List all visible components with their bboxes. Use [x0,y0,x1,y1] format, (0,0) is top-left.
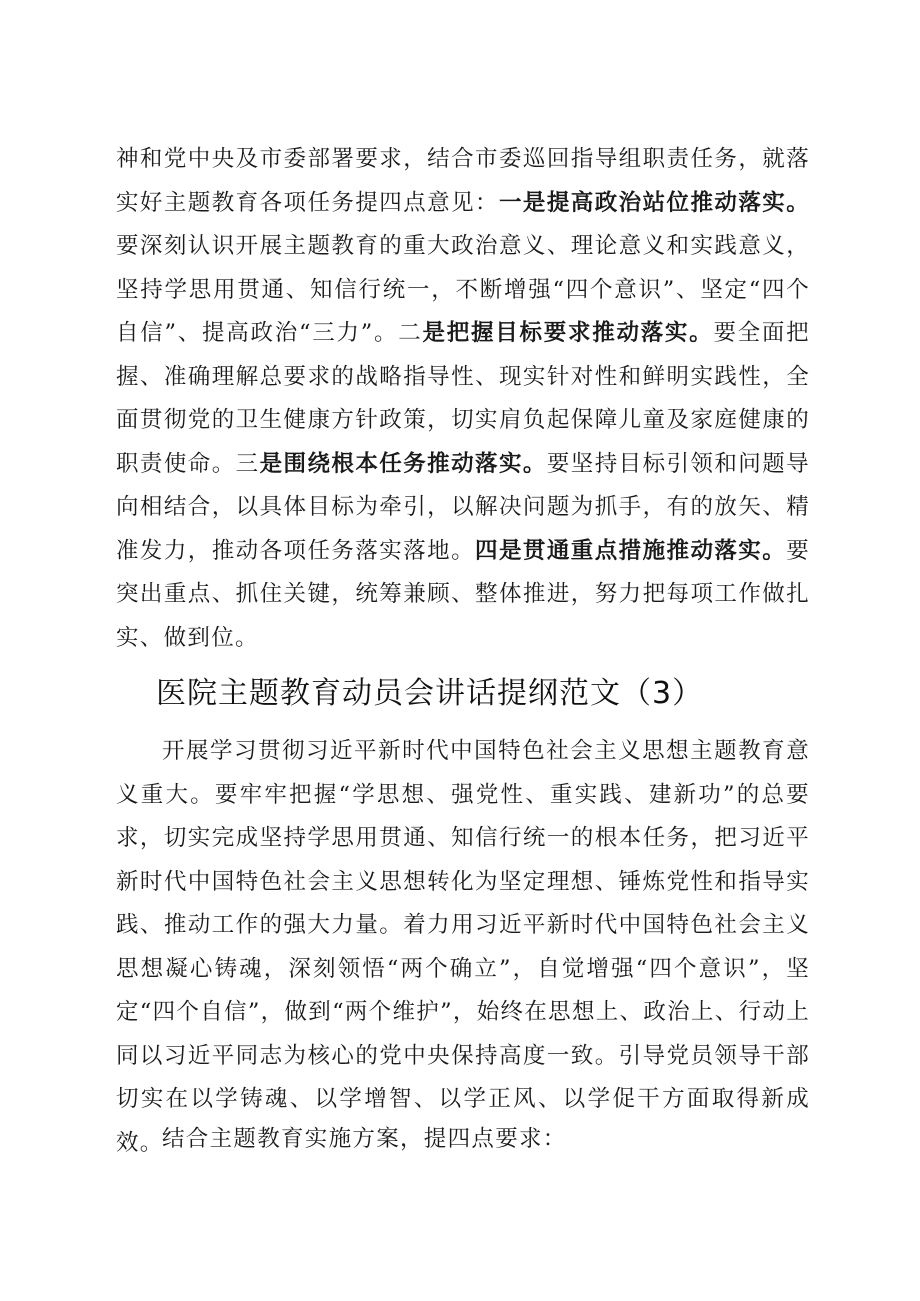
p1-text-a: 神和党中央及市委部署要求，结合市委巡回指导组职责任务，就落实好主题教育各项任务提四点意见： [116,146,810,216]
paragraph-3: 结合主题教育实施方案，提四点要求： [162,1126,567,1152]
paragraph-1 [116,138,810,660]
p1-text-e: 要突出重点、抓住关键，统筹兼顾、整体推进，努力把每项工作做扎实、做到位。 [116,537,810,651]
p1-prefix-2: 二 [398,320,423,346]
p1-text-c: 要全面把握、准确理解总要求的战略指导性、现实针对性和鲜明实践性，全面贯彻党的卫生健康方针政策，切实肩负起保障儿童及家庭健康的职责使命。 [116,320,810,477]
p1-bold-point-2: 是把握目标要求推动落实。 [422,320,714,346]
p1-text-b: 要深刻认识开展主题教育的重大政治意义、理论意义和实践意义，坚持学思用贯通、知信行统一，不断增强“四个意识”、坚定“四个自信”、提高政治“三力”。 [116,233,810,346]
p1-prefix-3: 三 [235,450,260,477]
p1-bold-point-4: 四是贯通重点措施推动落实。 [475,537,787,564]
p1-bold-point-1: 一是提高政治站位推动落实。 [498,189,810,216]
p1-bold-point-3: 是围绕根本任务推动落实。 [259,450,547,477]
paragraph-2: 开展学习贯彻习近平新时代中国特色社会主义思想主题教育意义重大。要牢牢把握“学思想、强党性、重实践、建新功”的总要求，切实完成坚持学思用贯通、知信行统一的根本任务，把习近平新时代中国特色社会主义思想转化为坚定理想、锤炼党性和指导实践、推动工作的强大力量。着力用习近平新时代中国特色社会主义思想凝心铸魂，深刻领悟“两个确立”，自觉增强“四个意识”，坚定“四个自信”，做到“两个维护”，始终在思想上、政治上、行动上同以习近平同志为核心的党中央保持高度一致。引导党员领导干部切实在以学铸魂、以学增智、以学正风、以学促干方面取得新成效。 [116,738,810,1156]
p1-text-d: 要坚持目标引领和问题导向相结合，以具体目标为牵引，以解决问题为抓手，有的放矢、精准发力，推动各项任务落实落地。 [116,450,810,564]
section-heading: 医院主题教育动员会讲话提纲范文（3） [156,676,704,711]
